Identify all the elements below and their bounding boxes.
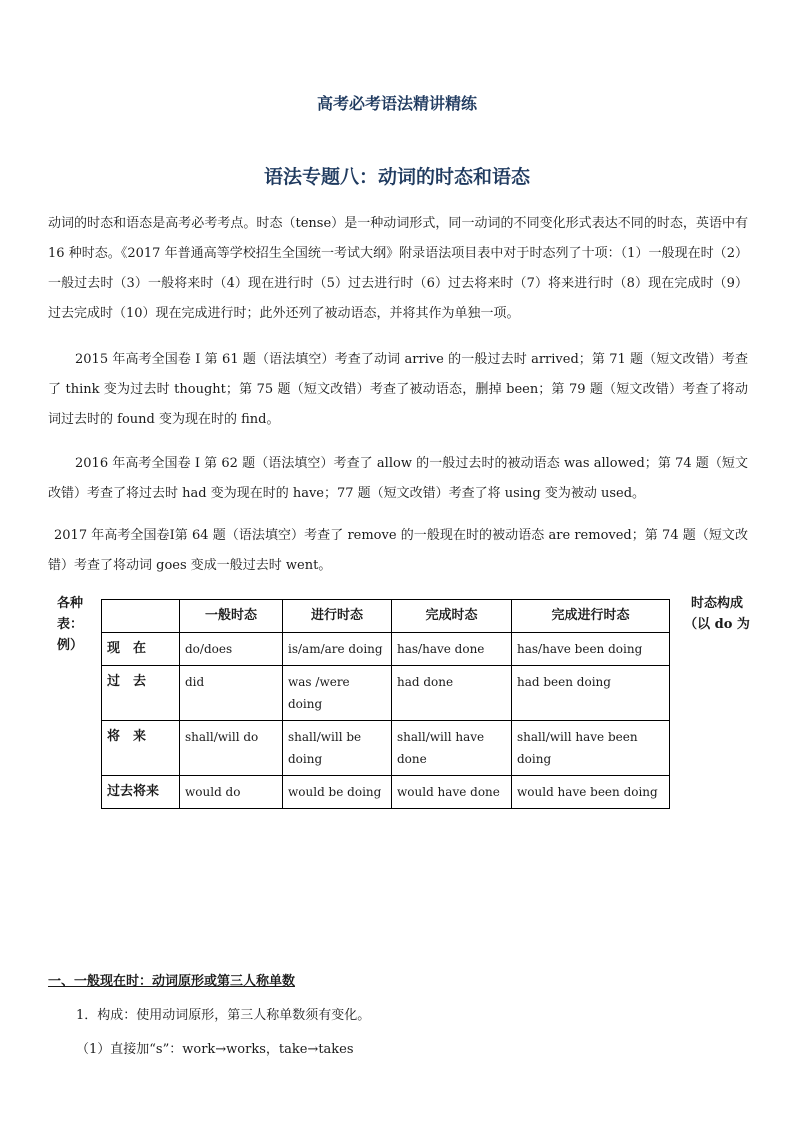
table-side-label-right: 时态构成（以 do 为 xyxy=(684,596,750,632)
table-cell: was /were doing xyxy=(283,666,392,721)
table-header-cell: 完成进行时态 xyxy=(512,600,670,633)
document-title: 高考必考语法精讲精练 xyxy=(316,94,477,113)
table-row xyxy=(102,666,670,721)
table-cell: would have done xyxy=(392,776,512,809)
table-cell: shall/will do xyxy=(180,721,283,776)
section-subitem: （1）直接加“s”：work→works，take→takes xyxy=(76,1042,354,1057)
table-cell: had been doing xyxy=(512,666,670,721)
table-row xyxy=(102,776,670,809)
table-row-label: 过 去 xyxy=(102,666,180,721)
table-cell: had done xyxy=(392,666,512,721)
exam-2016-paragraph: 2016 年高考全国卷 I 第 62 题（语法填空）考查了 allow 的一般过去时的被动语态 was allowed；第 74 题（短文改错）考查了将过去时 had 变为现在时的 have；77 题（短文改错）考查了将 using 变为被动 used。 xyxy=(48,456,748,501)
table-row-label: 现 在 xyxy=(102,633,180,666)
table-row-label: 将 来 xyxy=(102,721,180,776)
table-header-row xyxy=(102,600,670,633)
table-row xyxy=(102,633,670,666)
table-cell: shall/will have been doing xyxy=(512,721,670,776)
table-header-cell: 完成时态 xyxy=(392,600,512,633)
table-cell: would do xyxy=(180,776,283,809)
table-side-label-left: 各种表：例） xyxy=(56,596,83,653)
table-cell: shall/will have done xyxy=(392,721,512,776)
table-header-cell: 进行时态 xyxy=(283,600,392,633)
table-header-cell xyxy=(102,600,180,633)
table-row xyxy=(102,721,670,776)
table-cell: shall/will be doing xyxy=(283,721,392,776)
table-row-label: 过去将来 xyxy=(102,776,180,809)
section-item: 1．构成：使用动词原形，第三人称单数须有变化。 xyxy=(76,1008,371,1023)
exam-2017-paragraph: 2017 年高考全国卷Ⅰ第 64 题（语法填空）考查了 remove 的一般现在时的被动语态 are removed；第 74 题（短文改错）考查了将动词 goes 变成一般过去时 went。 xyxy=(48,528,748,573)
table-cell: do/does xyxy=(180,633,283,666)
document-subtitle: 语法专题八：动词的时态和语态 xyxy=(263,166,530,188)
table-cell: did xyxy=(180,666,283,721)
table-cell: would have been doing xyxy=(512,776,670,809)
table-cell: would be doing xyxy=(283,776,392,809)
table-cell: has/have been doing xyxy=(512,633,670,666)
table-cell: is/am/are doing xyxy=(283,633,392,666)
section-heading: 一、一般现在时：动词原形或第三人称单数 xyxy=(48,974,296,989)
exam-2015-paragraph: 2015 年高考全国卷 I 第 61 题（语法填空）考查了动词 arrive 的一般过去时 arrived；第 71 题（短文改错）考查了 think 变为过去时 thought；第 75 题（短文改错）考查了被动语态，删掉 been；第 79 题（短文改错）考查了将动词过去时的 found 变为现在时的 find。 xyxy=(48,352,748,427)
table-header-cell: 一般时态 xyxy=(180,600,283,633)
intro-paragraph: 动词的时态和语态是高考必考考点。时态（tense）是一种动词形式，同一动词的不同变化形式表达不同的时态，英语中有 16 种时态。《2017 年普通高等学校招生全国统一考试大纲》附录语法项目表中对于时态列了十项：（1）一般现在时（2）一般过去时（3）一般将来时（4）现在进行时（5）过去进行时（6）过去将来时（7）将来进行时（8）现在完成时（9）过去完成时（10）现在完成进行时；此外还列了被动语态，并将其作为单独一项。 xyxy=(48,216,748,321)
table-cell: has/have done xyxy=(392,633,512,666)
tense-table xyxy=(101,599,670,809)
